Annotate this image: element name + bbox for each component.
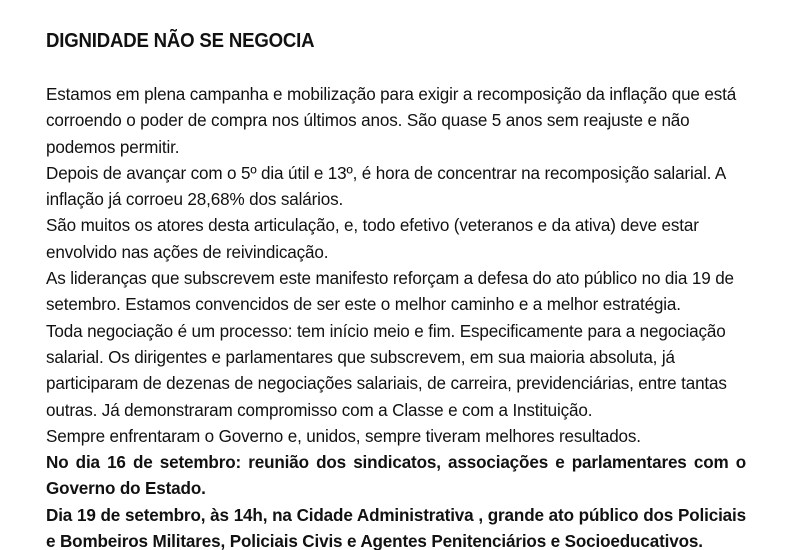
paragraph-public-act: Dia 19 de setembro, às 14h, na Cidade Administrativa , grande ato público dos Policiais e Bombeiros Militares, Policiais Civis e Agentes Penitenciários e Socioeducativos. — [46, 505, 746, 550]
paragraph-campaign: Estamos em plena campanha e mobilização para exigir a recomposição da inflação que está corroendo o poder de compra nos últimos anos. São quase 5 anos sem reajuste e não podemos permitir. — [46, 85, 737, 157]
paragraph-negotiation: Toda negociação é um processo: tem início meio e fim. Especificamente para a negociação salarial. Os dirigentes e parlamentares que subscrevem, em sua maioria absoluta, já participaram de dezenas de negociações salariais, de carreira, previdenciárias, entre tantas outras. Já demonstraram compromisso com a Classe e com a Instituição. — [46, 321, 727, 420]
paragraph-leaderships: As lideranças que subscrevem este manifesto reforçam a defesa do ato público no dia 19 de setembro. Estamos convencidos de ser este o melhor caminho e a melhor estratégia. — [46, 269, 734, 315]
paragraph-unity: Sempre enfrentaram o Governo e, unidos, sempre tiveram melhores resultados. — [46, 426, 641, 446]
document-body — [46, 82, 746, 550]
document-title: DIGNIDADE NÃO SE NEGOCIA — [46, 30, 315, 52]
paragraph-inflation: Depois de avançar com o 5º dia útil e 13º, é hora de concentrar na recomposição salarial. A inflação já corroeu 28,68% dos salários. — [46, 163, 726, 210]
paragraph-meeting: No dia 16 de setembro: reunião dos sindicatos, associações e parlamentares com o Governo do Estado. — [46, 453, 746, 499]
document-content — [46, 28, 746, 550]
paragraph-actors: São muitos os atores desta articulação, e, todo efetivo (veteranos e da ativa) deve estar envolvido nas ações de reivindicação. — [46, 216, 699, 262]
